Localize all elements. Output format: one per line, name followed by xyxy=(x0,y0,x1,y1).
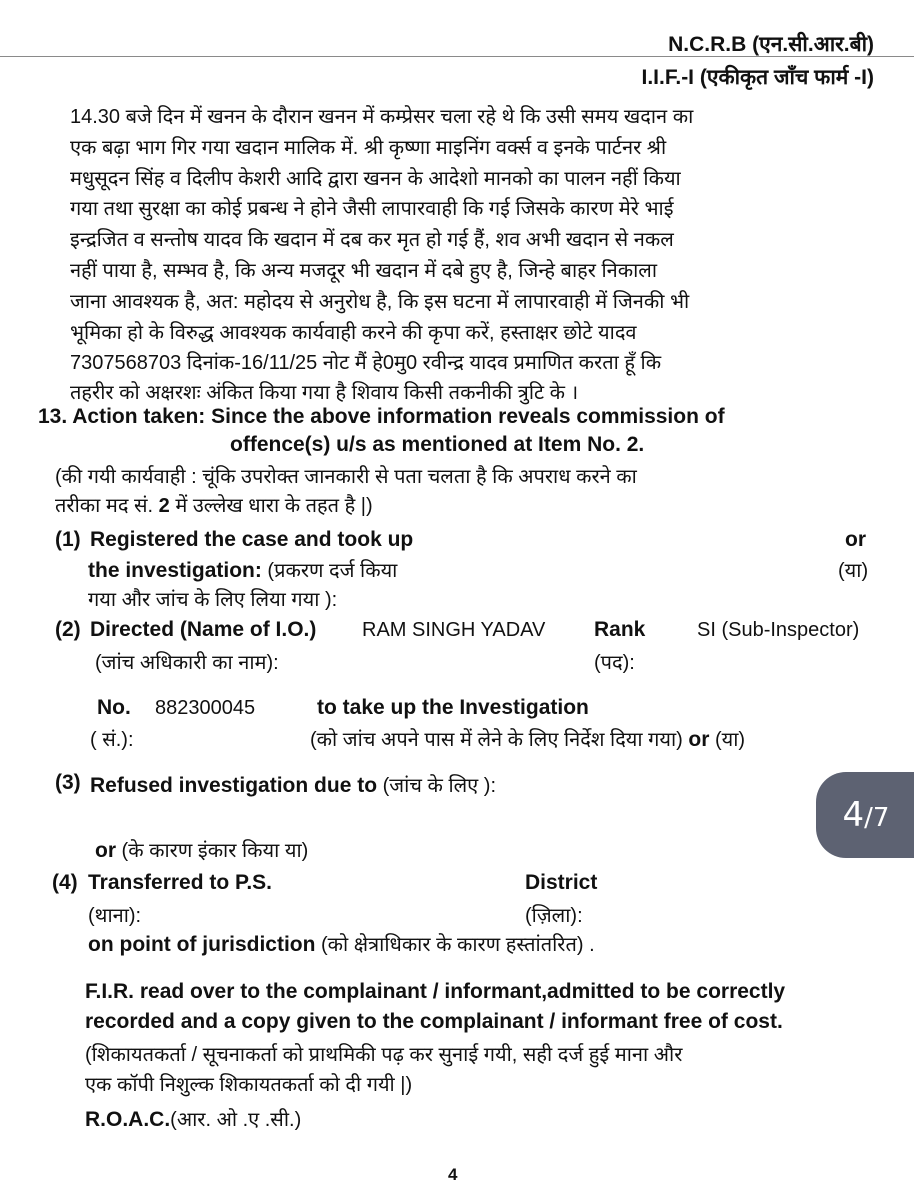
district-hindi-label: (ज़िला): xyxy=(525,905,583,927)
item1-label-en: the investigation: xyxy=(88,559,262,582)
section13-item-ref: 2 xyxy=(158,495,170,517)
section13-hindi-text: में उल्लेख धारा के तहत है |) xyxy=(169,495,373,517)
section13-title-cont: offence(s) u/s as mentioned at Item No. 2. xyxy=(230,433,645,456)
rank-hindi-label: (पद): xyxy=(594,652,635,674)
item3-label-row xyxy=(90,771,496,798)
roac-label: R.O.A.C. xyxy=(85,1108,171,1131)
complaint-line: एक बढ़ा भाग गिर गया खदान मालिक में. श्री कृष्णा माइनिंग वर्क्स व इनके पार्टनर श्री xyxy=(70,137,667,159)
item1-or: or xyxy=(845,528,866,551)
item3-or: or xyxy=(95,839,116,862)
jurisdiction-label: on point of jurisdiction xyxy=(88,933,316,956)
complaint-line: 14.30 बजे दिन में खनन के दौरान खनन में कम्प्रेसर चला रहे थे कि उसी समय खदान का xyxy=(70,106,694,128)
io-number-value: 882300045 xyxy=(155,697,256,719)
roac-row xyxy=(85,1105,301,1132)
roac-hindi: (आर. ओ .ए .सी.) xyxy=(170,1109,302,1131)
current-page: 4 xyxy=(842,795,865,835)
complaint-line: जाना आवश्यक है, अत: महोदय से अनुरोध है, कि इस घटना में लापारवाही में जिनकी भी xyxy=(70,291,690,313)
jurisdiction-hindi: (को क्षेत्राधिकार के कारण हस्तांतरित) . xyxy=(315,934,595,956)
item1-label-hindi: गया और जांच के लिए लिया गया ): xyxy=(88,589,338,611)
section13-hindi-text: तरीका मद सं. xyxy=(55,495,159,517)
take-up-hindi-text: (को जांच अपने पास में लेने के लिए निर्देश दिया गया) xyxy=(310,729,683,751)
io-number-label: No. xyxy=(97,696,131,719)
item1-label: Registered the case and took up xyxy=(90,528,414,551)
complaint-line: भूमिका हो के विरुद्ध आवश्यक कार्यवाही करने की कृपा करें, हस्ताक्षर छोटे यादव xyxy=(70,322,637,344)
jurisdiction-row xyxy=(88,930,595,957)
form-header-ncrb: N.C.R.B (एन.सी.आर.बी) xyxy=(668,33,874,56)
item1-label-cont xyxy=(88,556,397,583)
item1-or-hindi: (या) xyxy=(838,560,869,582)
complaint-line: गया तथा सुरक्षा का कोई प्रबन्ध ने होने जैसी लापारवाही कि गई जिसके कारण मेरे भाई xyxy=(70,198,674,220)
item1-label-hi: (प्रकरण दर्ज किया xyxy=(261,560,398,582)
ps-hindi-label: (थाना): xyxy=(88,905,142,927)
complaint-line: इन्द्रजित व सन्तोष यादव कि खदान में दब कर मृत हो गई हैं, शव अभी खदान से नकल xyxy=(70,229,674,251)
item3-or-hindi: (के कारण इंकार किया या) xyxy=(116,840,309,862)
page-indicator[interactable] xyxy=(816,772,914,858)
section13-hindi-cont xyxy=(55,491,373,518)
item2-label: Directed (Name of I.O.) xyxy=(90,618,317,641)
item4-number: (4) xyxy=(52,871,78,894)
item2-number: (2) xyxy=(55,618,81,641)
complaint-line: 7307568703 दिनांक-16/11/25 नोट मैं हे0मु0 रवीन्द्र यादव प्रमाणित करता हूँ कि xyxy=(70,352,662,374)
section13-hindi: (की गयी कार्यवाही : चूंकि उपरोक्त जानकारी से पता चलता है कि अपराध करने का xyxy=(55,466,637,488)
form-header-iif: I.I.F.-I (एकीकृत जाँच फार्म -I) xyxy=(641,66,874,89)
fir-readover-line2: recorded and a copy given to the complainant / informant free of cost. xyxy=(85,1010,783,1033)
rank-label: Rank xyxy=(594,618,646,641)
take-up-investigation: to take up the Investigation xyxy=(317,696,589,719)
item1-number: (1) xyxy=(55,528,81,551)
item3-label-hindi: (जांच के लिए ): xyxy=(377,775,497,797)
item3-label: Refused investigation due to xyxy=(90,774,378,797)
fir-readover-line1: F.I.R. read over to the complainant / informant,admitted to be correctly xyxy=(85,980,786,1003)
district-label: District xyxy=(525,871,598,894)
section13-title: 13. Action taken: Since the above information reveals commission of xyxy=(38,405,725,428)
total-pages: 7 xyxy=(872,803,890,833)
complaint-line: तहरीर को अक्षरशः अंकित किया गया है शिवाय किसी तकनीकी त्रुटि के । xyxy=(70,382,579,404)
item2-or-hindi: (या) xyxy=(709,729,746,751)
complaint-line: मधुसूदन सिंह व दिलीप केशरी आदि द्वारा खनन के आदेशो मानको का पालन नहीं किया xyxy=(70,168,681,190)
item3-number: (3) xyxy=(55,771,81,794)
rank-value: SI (Sub-Inspector) xyxy=(697,619,860,641)
page-separator: / xyxy=(864,803,873,833)
io-name-value: RAM SINGH YADAV xyxy=(362,619,546,641)
complaint-line: नहीं पाया है, सम्भव है, कि अन्य मजदूर भी खदान में दबे हुए है, जिन्हे बाहर निकाला xyxy=(70,260,658,282)
fir-readover-hindi2: एक कॉपी निशुल्क शिकायतकर्ता को दी गयी |) xyxy=(85,1074,413,1096)
fir-readover-hindi1: (शिकायतकर्ता / सूचनाकर्ता को प्राथमिकी पढ़ कर सुनाई गयी, सही दर्ज हुई माना और xyxy=(85,1044,683,1066)
take-up-hindi xyxy=(310,725,745,752)
io-number-hindi: ( सं.): xyxy=(90,729,134,751)
page-number: 4 xyxy=(448,1165,458,1184)
io-name-hindi-label: (जांच अधिकारी का नाम): xyxy=(95,652,279,674)
item3-or-row xyxy=(95,836,308,863)
item2-or: or xyxy=(688,728,710,751)
header-divider xyxy=(0,56,914,57)
item4-label: Transferred to P.S. xyxy=(88,871,273,894)
